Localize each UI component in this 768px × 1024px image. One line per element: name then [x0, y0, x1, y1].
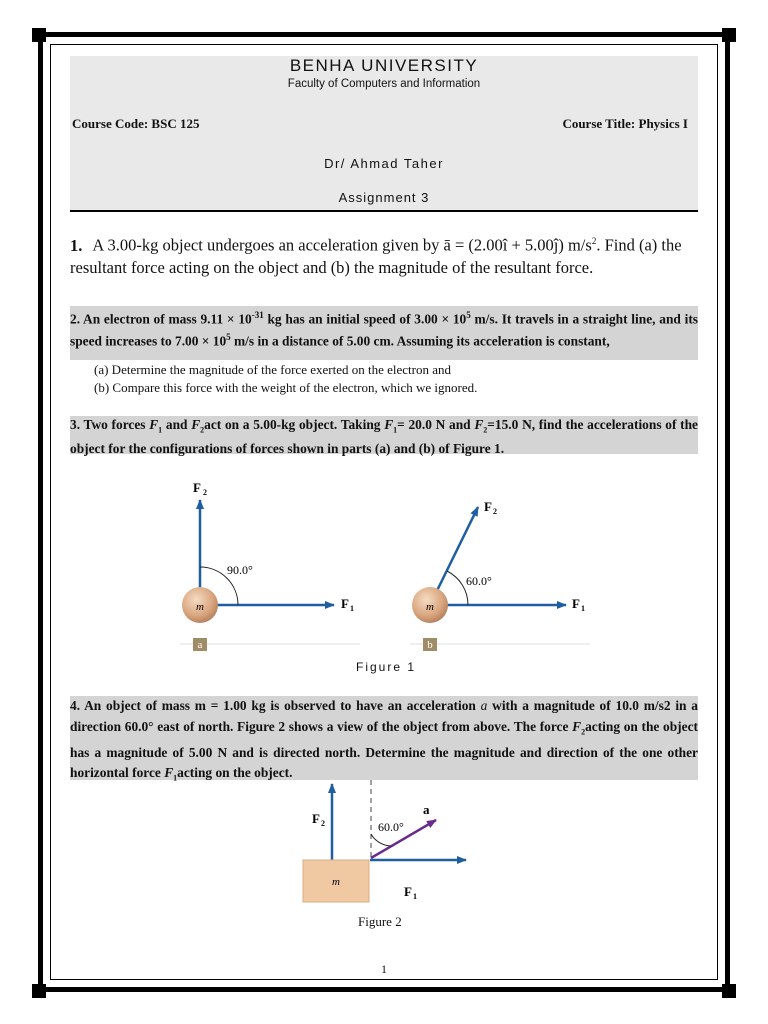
- mass-label: m: [426, 601, 434, 613]
- question-2-part-b: (b) Compare this force with the weight of the electron, which we ignored.: [94, 380, 478, 395]
- f1-label: F: [404, 884, 412, 899]
- figure-1a: [180, 480, 360, 651]
- question-1: [70, 230, 700, 279]
- f2-label: F: [193, 480, 201, 495]
- angle-arc: [447, 571, 468, 605]
- instructor-name: Dr/ Ahmad Taher: [324, 156, 444, 171]
- figure-2: [0, 780, 768, 910]
- vector-f1: F: [164, 765, 174, 781]
- a-label: a: [423, 802, 430, 817]
- f2-label: F: [484, 499, 492, 514]
- f1-subscript: 1: [413, 892, 417, 901]
- f1-subscript: 1: [581, 604, 585, 613]
- question-2-part-a: (a) Determine the magnitude of the force exerted on the electron and: [94, 362, 451, 377]
- f1-label: F: [572, 596, 580, 611]
- angle-label: 90.0°: [227, 563, 253, 577]
- vector-f1: F: [149, 417, 159, 432]
- figure-1b: [410, 499, 590, 651]
- course-code: Course Code: BSC 125: [72, 116, 200, 131]
- border-corner: [722, 984, 736, 998]
- question-text: 3. Two forces: [70, 417, 150, 432]
- mass-label: m: [332, 876, 340, 888]
- document-header: [70, 56, 698, 210]
- question-text: 2. An electron of mass 9.11 × 10: [70, 311, 252, 327]
- question-text: m/s. It travels in a straight line, and its speed increases to 7.00 × 10: [70, 311, 698, 349]
- course-title: Course Title: Physics I: [562, 116, 688, 131]
- header-divider: [70, 210, 698, 212]
- f2-subscript: 2: [203, 488, 207, 497]
- question-text: 4. An object of mass m = 1.00 kg is observed to have an acceleration: [70, 698, 481, 713]
- question-text: and: [162, 417, 192, 432]
- f1-subscript: 1: [350, 604, 354, 613]
- page-number: 1: [381, 962, 387, 976]
- angle-label: 60.0°: [466, 574, 492, 588]
- subscript: 1: [158, 425, 163, 435]
- f2-subscript: 2: [493, 507, 497, 516]
- university-name: BENHA UNIVERSITY: [289, 56, 479, 75]
- question-text: acting on the object has a magnitude of 5.00 N and is directed north. Determine the magnitude and direction of the one other horizontal force: [70, 718, 698, 781]
- question-text: A 3.00-kg object undergoes an acceleration given by ā = (2.00î + 5.00ĵ) m/s: [92, 235, 592, 255]
- question-text: =15.0 N, find the accelerations of the object for the configurations of forces shown in parts (a) and (b) of Figure 1.: [70, 417, 698, 456]
- figure-2-caption: Figure 2: [358, 914, 402, 929]
- question-number: 1.: [70, 235, 83, 255]
- part-a-label: a: [197, 639, 203, 651]
- border-corner: [32, 984, 46, 998]
- subscript: 2: [581, 727, 586, 737]
- question-text: m/s in a distance of 5.00 cm. Assuming its acceleration is constant,: [230, 333, 610, 349]
- exponent: 5: [466, 310, 471, 320]
- faculty-name: Faculty of Computers and Information: [287, 78, 481, 90]
- question-3: [70, 416, 698, 454]
- subscript: 1: [173, 773, 178, 783]
- vector-f2: F: [191, 417, 201, 432]
- question-text: act on a 5.00-kg object. Taking: [204, 417, 385, 432]
- f2-label: F: [312, 811, 320, 826]
- f1-label: F: [341, 596, 349, 611]
- figure-1: [0, 464, 768, 684]
- subscript: 2: [200, 425, 205, 435]
- subscript: 1: [393, 425, 398, 435]
- question-text: = 20.0 N and: [397, 417, 475, 432]
- question-text: . Find (a) the resultant force acting on the object and (b) the magnitude of the resultant force.: [70, 235, 682, 277]
- angle-label: 60.0°: [378, 820, 404, 834]
- part-b-label: b: [427, 639, 433, 651]
- figure-1-caption: Figure 1: [356, 660, 417, 674]
- superscript: 2: [591, 236, 597, 246]
- question-text: kg has an initial speed of 3.00 × 10: [263, 311, 467, 327]
- vector-f2: F: [474, 417, 484, 432]
- angle-arc: [371, 834, 391, 846]
- question-text: acting on the object.: [177, 765, 293, 781]
- f2-subscript: 2: [321, 819, 325, 828]
- border-corner: [32, 28, 46, 42]
- assignment-title: Assignment 3: [338, 190, 430, 205]
- question-4: [70, 696, 698, 783]
- border-corner: [722, 28, 736, 42]
- question-2: [70, 306, 698, 360]
- question-text: with a magnitude of 10.0 m/s2 in a direction 60.0° east of north. Figure 2 shows a view of the object from above. The force: [70, 698, 698, 734]
- mass-label: m: [196, 601, 204, 613]
- vector-f2: F: [572, 718, 582, 734]
- vector-a: a: [480, 698, 488, 713]
- exponent: 5: [226, 332, 231, 343]
- vector-f1: F: [384, 417, 394, 432]
- exponent: -31: [251, 310, 264, 320]
- subscript: 2: [483, 425, 488, 435]
